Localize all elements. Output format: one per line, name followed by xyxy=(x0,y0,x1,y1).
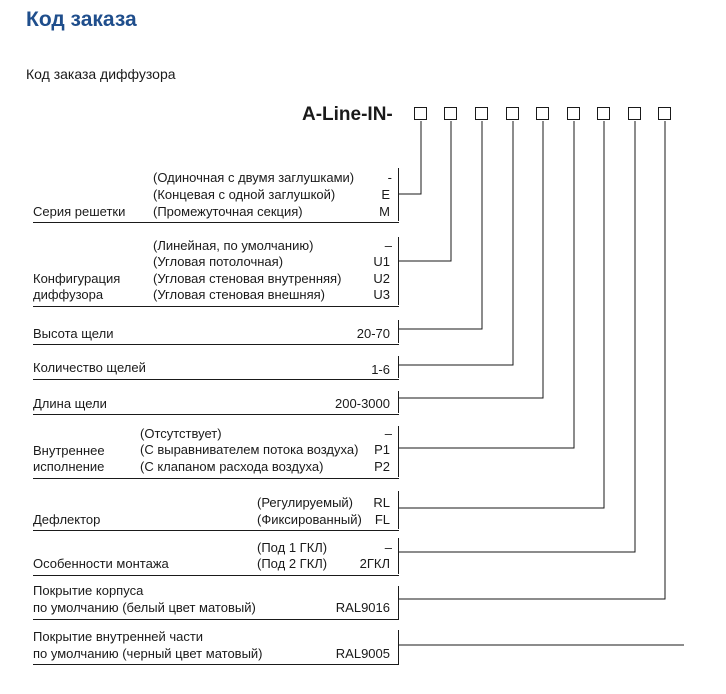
option-code: U1 xyxy=(373,254,390,269)
option-code: 2ГКЛ xyxy=(359,556,390,571)
option-code: - xyxy=(387,170,392,185)
row-divider xyxy=(33,222,399,223)
connector-9 xyxy=(399,121,665,599)
option-code: 20-70 xyxy=(356,326,390,341)
row-divider xyxy=(33,344,399,345)
option-text: (Под 1 ГКЛ) xyxy=(257,540,328,555)
row-slot-count-label: Количество щелей xyxy=(33,360,146,375)
connector-6 xyxy=(399,121,574,448)
option-code: U2 xyxy=(373,271,390,286)
option-code: M xyxy=(379,204,390,219)
option-text: (Фиксированный) xyxy=(257,512,362,527)
option-text: (Угловая стеновая внешняя) xyxy=(153,287,325,302)
row-deflector-label: Дефлектор xyxy=(33,512,101,527)
connector-3 xyxy=(399,121,482,329)
option-text: (Регулируемый) xyxy=(257,495,354,510)
section-subtitle: Код заказа диффузора xyxy=(26,66,176,82)
option-code: – xyxy=(384,426,392,441)
option-code: 1-6 xyxy=(371,362,390,377)
row-mounting-label: Особенности монтажа xyxy=(33,556,169,571)
model-prefix: A-Line-IN- xyxy=(302,104,393,125)
row-body-coating-label-1: Покрытие корпуса xyxy=(33,583,144,598)
option-code: FL xyxy=(374,512,390,527)
option-code: RAL9016 xyxy=(335,600,390,615)
connector-2 xyxy=(399,121,451,261)
option-text: (Угловая потолочная) xyxy=(153,254,284,269)
option-text: (Отсутствует) xyxy=(140,426,222,441)
option-text: (Концевая с одной заглушкой) xyxy=(153,187,336,202)
connector-7 xyxy=(399,121,604,508)
row-inner-coating-label-2: по умолчанию (черный цвет матовый) xyxy=(33,646,263,661)
row-divider xyxy=(33,414,399,415)
row-config-label-2: диффузора xyxy=(33,287,104,302)
option-code: – xyxy=(384,238,392,253)
row-slot-height-label: Высота щели xyxy=(33,326,114,341)
option-text: (С выравнивателем потока воздуха) xyxy=(140,442,359,457)
option-text: (Промежуточная секция) xyxy=(153,204,303,219)
option-text: (Линейная, по умолчанию) xyxy=(153,238,314,253)
option-code: RL xyxy=(373,495,390,510)
row-series-label: Серия решетки xyxy=(33,204,126,219)
row-config-label-1: Конфигурация xyxy=(33,271,121,286)
row-divider xyxy=(33,306,399,307)
option-code: – xyxy=(384,540,392,555)
row-divider xyxy=(33,664,399,665)
row-divider xyxy=(33,530,399,531)
row-inner-label-1: Внутреннее xyxy=(33,443,105,458)
option-code: P1 xyxy=(374,442,390,457)
row-divider xyxy=(33,379,399,380)
option-text: (С клапаном расхода воздуха) xyxy=(140,459,324,474)
connector-4 xyxy=(399,121,513,365)
page-title: Код заказа xyxy=(26,8,137,31)
row-inner-coating-label-1: Покрытие внутренней части xyxy=(33,629,204,644)
row-divider xyxy=(33,575,399,576)
row-slot-length-label: Длина щели xyxy=(33,396,107,411)
connector-1 xyxy=(399,121,421,194)
option-code: P2 xyxy=(374,459,390,474)
option-text: (Угловая стеновая внутренняя) xyxy=(153,271,342,286)
option-code: 200-3000 xyxy=(335,396,390,411)
option-code: U3 xyxy=(373,287,390,302)
row-divider xyxy=(33,478,399,479)
row-inner-label-2: исполнение xyxy=(33,459,105,474)
row-divider xyxy=(33,619,399,620)
option-text: (Под 2 ГКЛ) xyxy=(257,556,328,571)
option-code: E xyxy=(381,187,390,202)
connector-8 xyxy=(399,121,635,552)
option-code: RAL9005 xyxy=(335,646,390,661)
option-text: (Одиночная с двумя заглушками) xyxy=(153,170,355,185)
row-body-coating-label-2: по умолчанию (белый цвет матовый) xyxy=(33,600,256,615)
